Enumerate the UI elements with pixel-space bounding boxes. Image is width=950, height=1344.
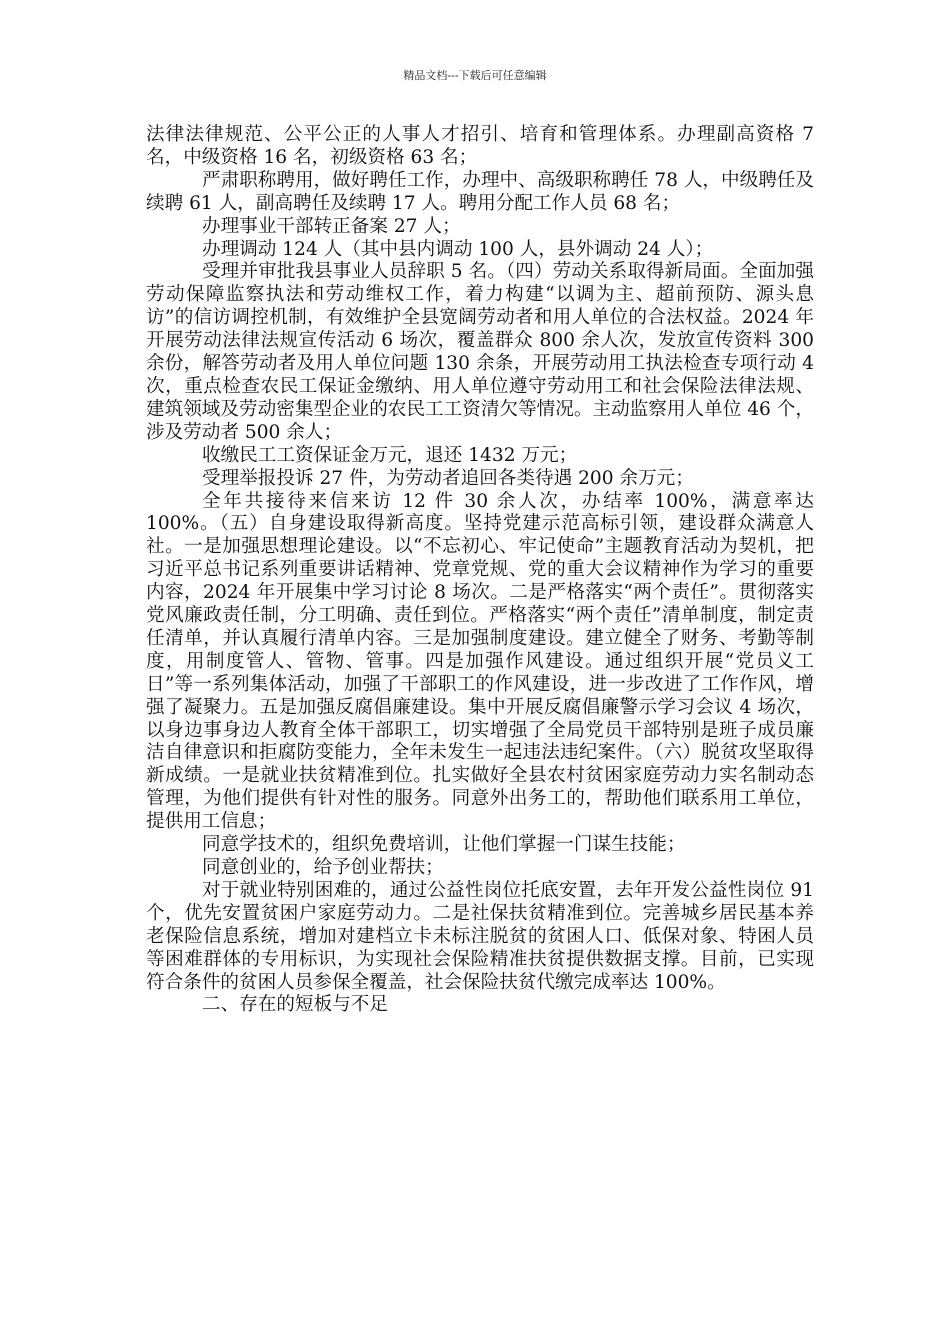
- paragraph: 同意创业的，给予创业帮扶；: [202, 857, 444, 878]
- paragraph: 受理举报投诉 27 件，为劳动者追回各类待遇 200 余万元；: [202, 467, 694, 489]
- document-body: [146, 124, 814, 1017]
- paragraph: 法律法律规范、公平公正的人事人才招引、培育和管理体系。办理副高资格 7 名，中级资格 16 名，初级资格 63 名；: [146, 124, 814, 168]
- paragraph: 全年共接待来信来访 12 件 30 余人次，办结率 100%，满意率达 100%。（五）自身建设取得新高度。坚持党建示范高标引领，建设群众满意人社。一是加强思想理论建设。以“不忘初心、牢记使命”主题教育活动为契机，把习近平总书记系列重要讲话精神、党章党规、党的重大会议精神作为学习的重要内容，2024 年开展集中学习讨论 8 场次。二是严格落实“两个责任”。贯彻落实党风廉政责任制，分工明确、责任到位。严格落实“两个责任”清单制度，制定责任清单，并认真履行清单内容。三是加强制度建设。建立健全了财务、考勤等制度，用制度管人、管物、管事。四是加强作风建设。通过组织开展“党员义工日”等一系列集体活动，加强了干部职工的作风建设，进一步改进了工作作风，增强了凝聚力。五是加强反腐倡廉建设。集中开展反腐倡廉警示学习会议 4 场次，以身边事身边人教育全体干部职工，切实增强了全局党员干部特别是班子成员廉洁自律意识和拒腐防变能力，全年未发生一起违法违纪案件。（六）脱贫攻坚取得新成绩。一是就业扶贫精准到位。扎实做好全县农村贫困家庭劳动力实名制动态管理，为他们提供有针对性的服务。同意外出务工的，帮助他们联系用工单位，提供用工信息；: [146, 490, 814, 833]
- paragraph: 对于就业特别困难的，通过公益性岗位托底安置，去年开发公益性岗位 91 个，优先安置贫困户家庭劳动力。二是社保扶贫精准到位。完善城乡居民基本养老保险信息系统，增加对建档立卡未标注脱贫的贫困人口、低保对象、特困人员等困难群体的专用标识，为实现社会保险精准扶贫提供数据支撑。目前，已实现符合条件的贫困人员参保全覆盖，社会保险扶贫代缴完成率达 100%。: [146, 879, 814, 993]
- section-heading: 二、存在的短板与不足: [202, 994, 388, 1016]
- paragraph: 办理调动 124 人（其中县内调动 100 人，县外调动 24 人）；: [202, 238, 714, 260]
- paragraph: 严肃职称聘用，做好聘任工作，办理中、高级职称聘任 78 人，中级聘任及续聘 61 人，副高聘任及续聘 17 人。聘用分配工作人员 68 名；: [146, 169, 814, 214]
- page-header: 精品文档---下载后可任意编辑: [403, 69, 547, 82]
- paragraph: 同意学技术的，组织免费培训，让他们掌握一门谋生技能；: [202, 834, 686, 856]
- paragraph: 受理并审批我县事业人员辞职 5 名。（四）劳动关系取得新局面。全面加强劳动保障监察执法和劳动维权工作，着力构建“以调为主、超前预防、源头息访”的信访调控机制，有效维护全县宽阔劳动者和用人单位的合法权益。2024 年开展劳动法律法规宣传活动 6 场次，覆盖群众 800 余人次，发放宣传资料 300 余份，解答劳动者及用人单位问题 130 余条，开展劳动用工执法检查专项行动 4 次，重点检查农民工保证金缴纳、用人单位遵守劳动用工和社会保险法律法规、建筑领域及劳动密集型企业的农民工工资清欠等情况。主动监察用人单位 46 个，涉及劳动者 500 余人；: [146, 261, 814, 443]
- paragraph: 办理事业干部转正备案 27 人；: [202, 215, 461, 237]
- paragraph: 收缴民工工资保证金万元，退还 1432 万元；: [202, 444, 578, 466]
